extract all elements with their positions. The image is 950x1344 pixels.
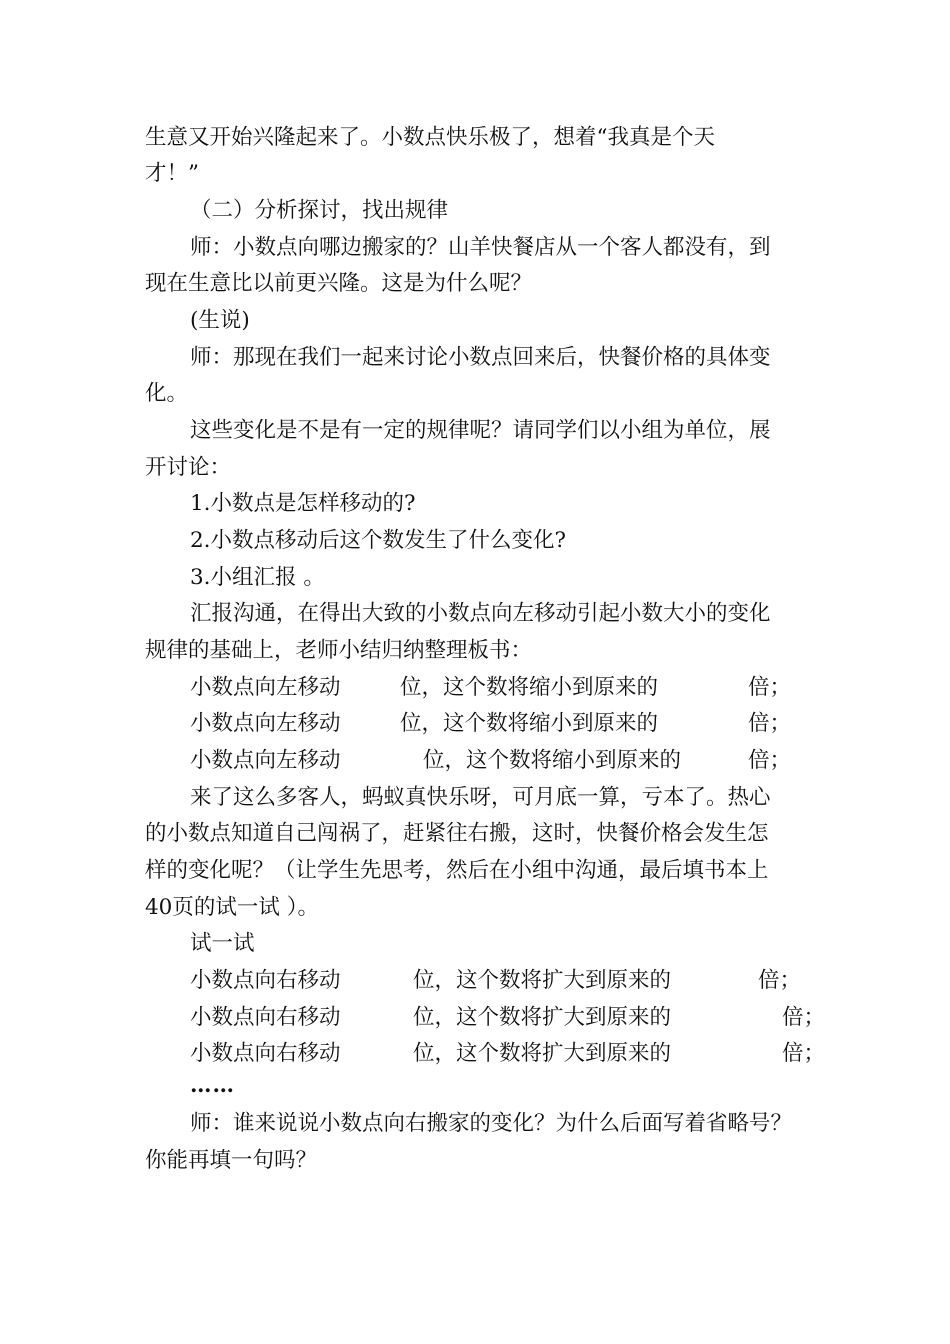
paragraph-line: (生说) bbox=[190, 308, 250, 333]
blank-line-suffix: 倍； bbox=[782, 1041, 826, 1066]
blank-line-middle: 位，这个数将扩大到原来的 bbox=[413, 1041, 672, 1066]
blank-line-middle: 位，这个数将缩小到原来的 bbox=[423, 748, 682, 773]
paragraph-line: 汇报沟通，在得出大致的小数点向左移动引起小数大小的变化 bbox=[190, 601, 771, 626]
ellipsis: …… bbox=[190, 1073, 235, 1098]
blank-line-prefix: 小数点向左移动 bbox=[190, 711, 341, 736]
blank-line-middle: 位，这个数将缩小到原来的 bbox=[400, 675, 659, 700]
paragraph-line: 开讨论： bbox=[145, 455, 232, 480]
blank-line-middle: 位，这个数将扩大到原来的 bbox=[413, 1005, 672, 1030]
paragraph-line: 师：那现在我们一起来讨论小数点回来后，快餐价格的具体变 bbox=[190, 345, 771, 370]
blank-line-suffix: 倍； bbox=[748, 748, 792, 773]
blank-line-prefix: 小数点向右移动 bbox=[190, 1041, 341, 1066]
paragraph-line: 你能再填一句吗？ bbox=[145, 1148, 318, 1173]
paragraph-line: 这些变化是不是有一定的规律呢？请同学们以小组为单位，展 bbox=[190, 418, 771, 443]
paragraph-line: 生意又开始兴隆起来了。小数点快乐极了，想着“我真是个天 bbox=[145, 125, 715, 150]
list-item: 3.小组汇报 。 bbox=[190, 565, 325, 590]
paragraph-line: 师：小数点向哪边搬家的？山羊快餐店从一个客人都没有，到 bbox=[190, 235, 771, 260]
blank-line-middle: 位，这个数将缩小到原来的 bbox=[400, 711, 659, 736]
paragraph-line: 现在生意比以前更兴隆。这是为什么呢？ bbox=[145, 271, 533, 296]
blank-line-prefix: 小数点向左移动 bbox=[190, 748, 341, 773]
blank-line-prefix: 小数点向右移动 bbox=[190, 1005, 341, 1030]
paragraph-line: 化。 bbox=[145, 381, 189, 406]
section-heading: 试一试 bbox=[190, 931, 255, 956]
paragraph-line: 样的变化呢？（让学生先思考，然后在小组中沟通，最后填书本上 bbox=[145, 858, 769, 883]
list-item: 1.小数点是怎样移动的? bbox=[190, 491, 416, 516]
paragraph-line: 才！” bbox=[145, 161, 199, 186]
section-heading: （二）分析探讨，找出规律 bbox=[190, 198, 449, 223]
blank-line-suffix: 倍； bbox=[782, 1005, 826, 1030]
paragraph-line: 来了这么多客人，蚂蚁真快乐呀，可月底一算，亏本了。热心 bbox=[190, 785, 771, 810]
blank-line-suffix: 倍； bbox=[748, 675, 792, 700]
paragraph-line: 规律的基础上，老师小结归纳整理板书： bbox=[145, 638, 533, 663]
blank-line-suffix: 倍； bbox=[748, 711, 792, 736]
paragraph-line: 的小数点知道自己闯祸了，赶紧往右搬，这时，快餐价格会发生怎 bbox=[145, 821, 769, 846]
blank-line-prefix: 小数点向左移动 bbox=[190, 675, 341, 700]
list-item: 2.小数点移动后这个数发生了什么变化? bbox=[190, 528, 567, 553]
paragraph-line: 师：谁来说说小数点向右搬家的变化？为什么后面写着省略号？ bbox=[190, 1111, 793, 1136]
blank-line-suffix: 倍； bbox=[758, 968, 802, 993]
blank-line-prefix: 小数点向右移动 bbox=[190, 968, 341, 993]
blank-line-middle: 位，这个数将扩大到原来的 bbox=[413, 968, 672, 993]
paragraph-line: 40页的试一试 ）。 bbox=[145, 895, 319, 920]
